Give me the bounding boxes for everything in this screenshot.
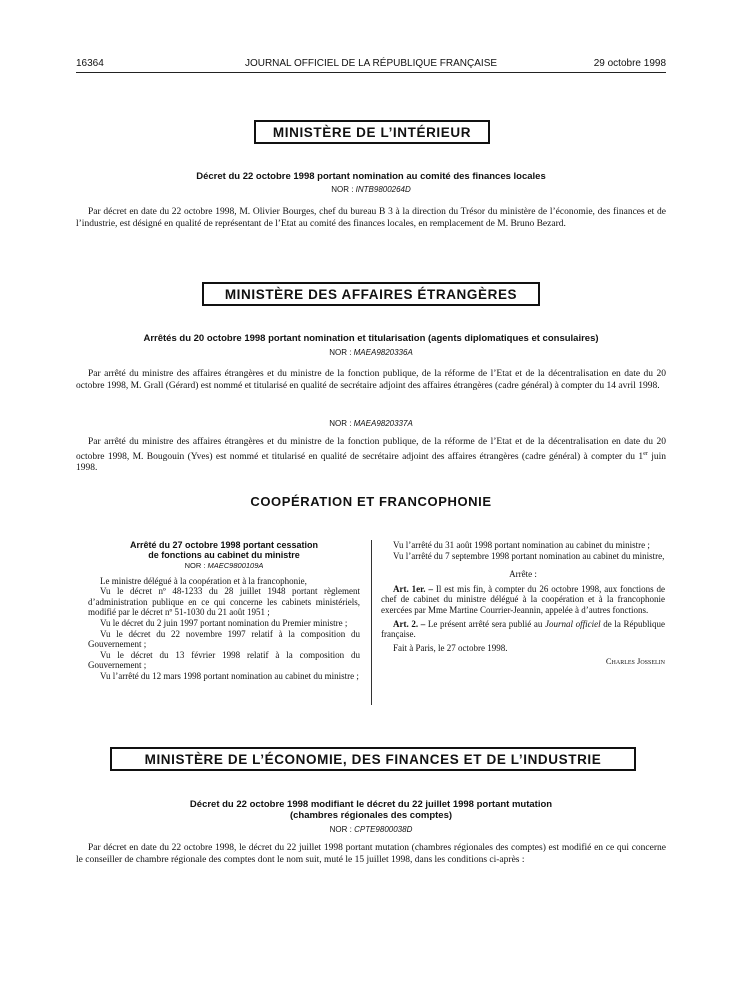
decree-economie-body: Par décret en date du 22 octobre 1998, le décret du 22 juillet 1998 portant mutation (chambres régionales des comptes) est modifié en ce qui concerne le conseiller de chambre régionale des comptes dont le nom suit, muté le 15 juillet 1998, dans les conditions ci-après : <box>76 843 666 865</box>
journal-title: JOURNAL OFFICIEL DE LA RÉPUBLIQUE FRANÇAISE <box>244 58 498 69</box>
visa-paragraph: Vu l’arrêté du 7 septembre 1998 portant nomination au cabinet du ministre, <box>393 550 665 561</box>
page-number: 16364 <box>76 58 104 69</box>
arretes-affaires-title: Arrêtés du 20 octobre 1998 portant nomination et titularisation (agents diplomatiques et consulaires) <box>143 333 599 344</box>
article-1: Art. 1er. – Il est mis fin, à compter du 26 octobre 1998, aux fonctions de chef de cabinet du ministre délégué à la coopération et à la francophonie exercées par Mme Martine Courrier-Jeannin, appelée à d’autres fonctions. <box>381 583 666 615</box>
decree-economie-nor: NOR : CPTE9800038D <box>329 825 413 834</box>
arrete-cooperation-nor: NOR : MAEC9800109A <box>184 561 264 570</box>
issue-date: 29 octobre 1998 <box>593 58 666 69</box>
ministry-affaires-title: MINISTÈRE DES AFFAIRES ÉTRANGÈRES <box>224 286 518 302</box>
ministry-interieur-title: MINISTÈRE DE L’INTÉRIEUR <box>272 124 472 140</box>
visa-paragraph: Vu l’arrêté du 12 mars 1998 portant nomination au cabinet du ministre ; <box>100 670 359 681</box>
decree-interieur-nor: NOR : INTB9800264D <box>331 185 411 194</box>
nor-code: MAEC9800109A <box>207 561 264 570</box>
ministry-interieur-box <box>254 120 490 144</box>
nor-code: MAEA9820336A <box>353 348 413 357</box>
column-divider <box>371 540 372 705</box>
signature: Charles Josselin <box>605 656 665 667</box>
ministry-economie-box <box>110 747 636 771</box>
section-cooperation-title: COOPÉRATION ET FRANCOPHONIE <box>250 494 492 509</box>
visa-paragraph: Vu l’arrêté du 31 août 1998 portant nomination au cabinet du ministre ; <box>393 540 650 550</box>
visa-paragraph: Vu le décret nº 48-1233 du 28 juillet 1948 portant règlement d’administration publique en ce qui concerne les cabinets ministériels, modifié par le décret nº 51-1030 du 21 août 1951 ; <box>88 586 360 618</box>
ministry-affaires-box <box>202 282 540 306</box>
nor-code: INTB9800264D <box>355 185 411 194</box>
fait-a-paris: Fait à Paris, le 27 octobre 1998. <box>393 642 508 653</box>
visa-paragraph: Vu le décret du 13 février 1998 relatif à la composition du Gouvernement ; <box>88 649 360 671</box>
visa-paragraph: Vu le décret du 22 novembre 1997 relatif à la composition du Gouvernement ; <box>88 628 360 650</box>
cooperation-left-column <box>88 540 360 682</box>
ministry-economie-title: MINISTÈRE DE L’ÉCONOMIE, DES FINANCES ET DE L’INDUSTRIE <box>144 751 602 767</box>
arrete-cooperation-title-line2: de fonctions au cabinet du ministre <box>148 550 300 560</box>
decree-economie-title-line1: Décret du 22 octobre 1998 modifiant le décret du 22 juillet 1998 portant mutation <box>189 799 553 810</box>
cooperation-right-column <box>381 540 665 667</box>
nor-code: MAEA9820337A <box>353 419 413 428</box>
arrete1-body: Par arrêté du ministre des affaires étrangères et du ministre de la fonction publique, de la réforme de l’Etat et de la décentralisation en date du 20 octobre 1998, M. Grall (Gérard) est nommé et titularisé en qualité de secrétaire adjoint des affaires étrangères (cadre général) à compter du 14 avril 1998. <box>76 369 666 391</box>
arrete1-nor: NOR : MAEA9820336A <box>329 348 413 357</box>
visa-paragraph: Vu le décret du 2 juin 1997 portant nomination du Premier ministre ; <box>100 617 348 628</box>
arrete2-nor: NOR : MAEA9820337A <box>329 419 413 428</box>
visa-paragraph: Le ministre délégué à la coopération et à la francophonie, <box>100 575 307 586</box>
decree-interieur-title: Décret du 22 octobre 1998 portant nomination au comité des finances locales <box>196 171 546 182</box>
nor-code: CPTE9800038D <box>354 825 413 834</box>
arrete-word: Arrête : <box>509 569 537 580</box>
arrete-cooperation-title-line1: Arrêté du 27 octobre 1998 portant cessation <box>129 540 319 550</box>
decree-interieur-body: Par décret en date du 22 octobre 1998, M. Olivier Bourges, chef du bureau B 3 à la direction du Trésor du ministère de l’économie, des finances et de l’industrie, est désigné en qualité de représentant de l’Etat au comité des finances locales, en remplacement de M. Bruno Bezard. <box>76 207 666 229</box>
arrete2-body: Par arrêté du ministre des affaires étrangères et du ministre de la fonction publique, de la réforme de l’Etat et de la décentralisation en date du 20 octobre 1998, M. Bougouin (Yves) est nommé et titularisé en qualité de secrétaire adjoint des affaires étrangères (cadre général) à compter du 1er juin 1998. <box>76 437 667 474</box>
header-rule <box>76 72 666 73</box>
decree-economie-title-line2: (chambres régionales des comptes) <box>289 810 453 821</box>
article-2: Art. 2. – Le présent arrêté sera publié au Journal officiel de la République française. <box>381 618 665 640</box>
